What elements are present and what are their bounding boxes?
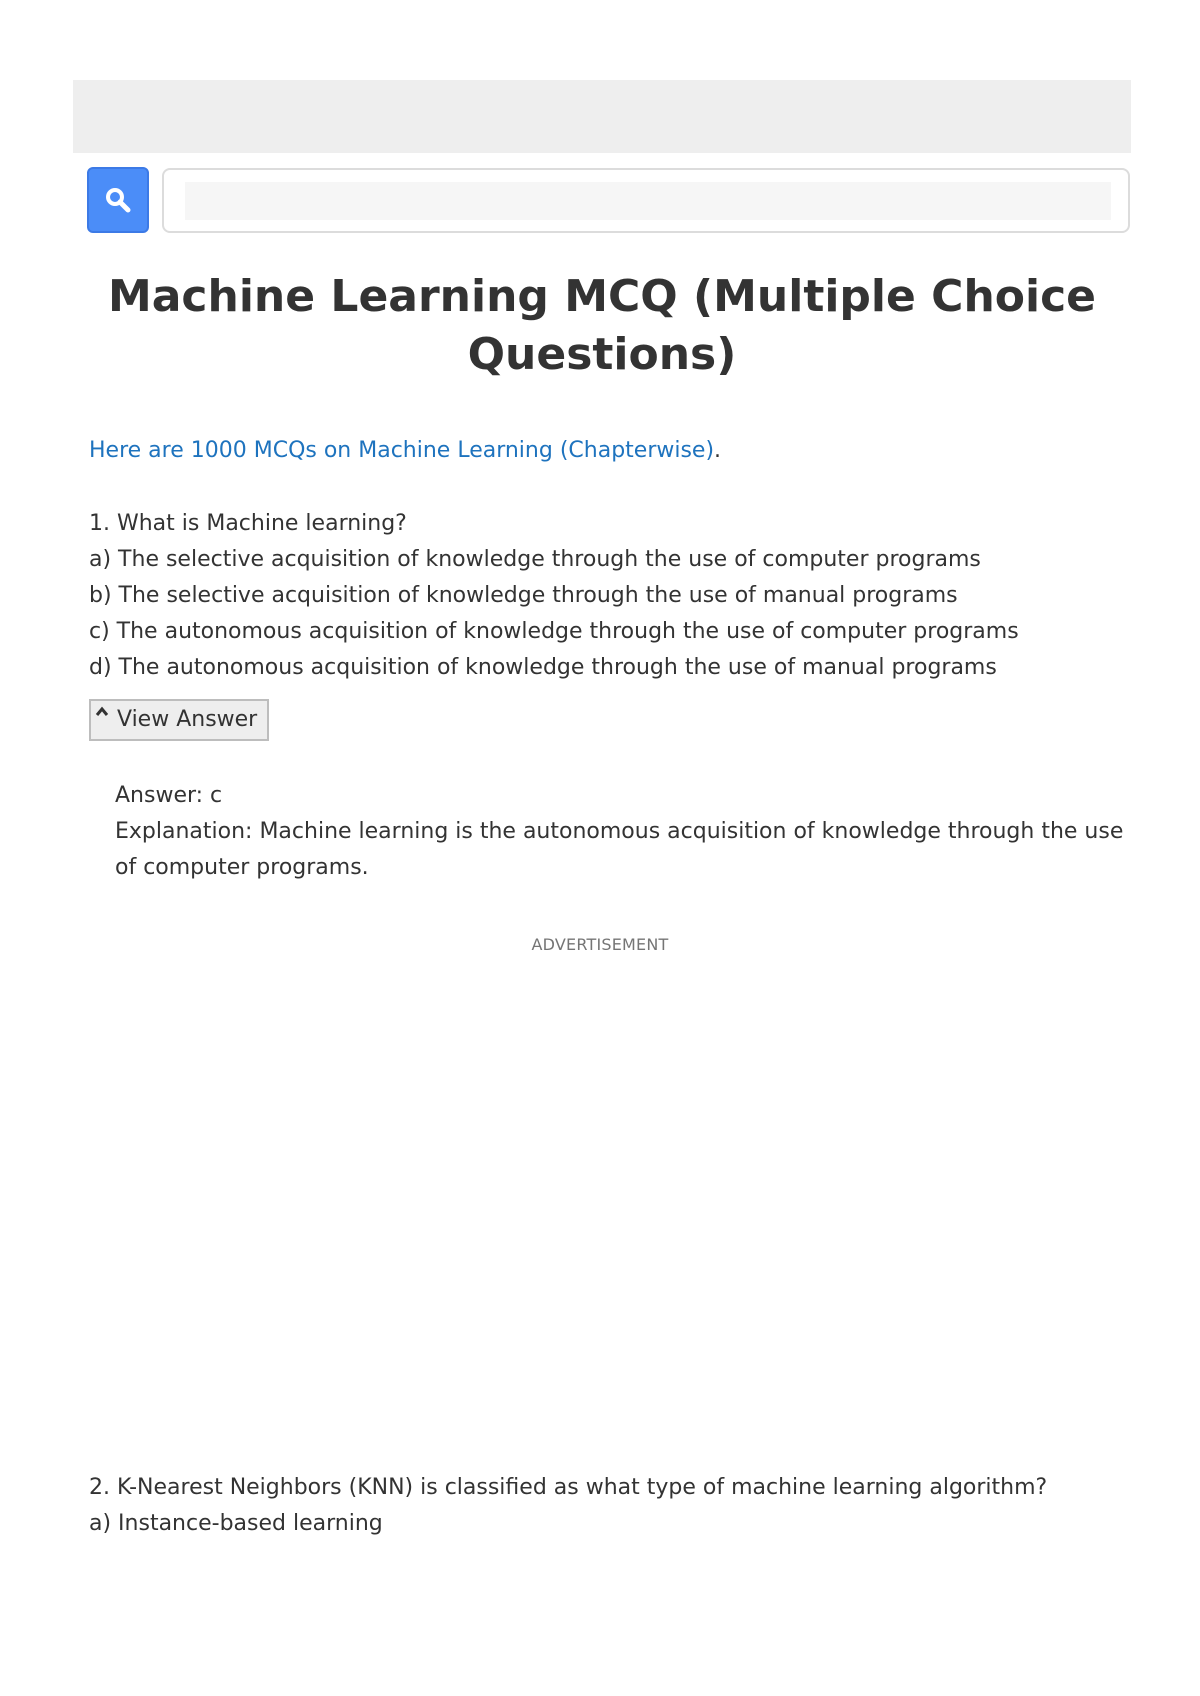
question-2: [89, 1470, 1139, 1542]
search-box: [162, 168, 1130, 233]
explanation-text: Explanation: Machine learning is the autonomous acquisition of knowledge through the use of computer programs.: [115, 819, 1124, 880]
intro-suffix: .: [714, 438, 722, 463]
answer-text: Answer: c: [115, 783, 223, 808]
search-input[interactable]: [185, 182, 1111, 220]
intro-paragraph: [89, 436, 721, 466]
answer-box: [115, 778, 1125, 886]
search-icon: [104, 186, 132, 214]
question-1: [89, 506, 1139, 686]
option-a: a) The selective acquisition of knowledge through the use of computer programs: [89, 547, 981, 572]
top-banner: [73, 80, 1131, 153]
search-button[interactable]: [87, 167, 149, 233]
question-text: 1. What is Machine learning?: [89, 511, 407, 536]
option-d: d) The autonomous acquisition of knowledge through the use of manual programs: [89, 655, 997, 680]
page-title: Machine Learning MCQ (Multiple Choice Questions): [107, 271, 1097, 380]
option-a: a) Instance-based learning: [89, 1511, 383, 1536]
view-answer-button[interactable]: [89, 699, 269, 741]
view-answer-label: View Answer: [117, 707, 258, 732]
caret-up-icon: [95, 706, 109, 718]
chapterwise-mcq-link[interactable]: Here are 1000 MCQs on Machine Learning (Chapterwise): [89, 438, 715, 463]
advertisement-label: ADVERTISEMENT: [531, 935, 669, 954]
question-text: 2. K-Nearest Neighbors (KNN) is classified as what type of machine learning algorithm?: [89, 1475, 1048, 1500]
option-b: b) The selective acquisition of knowledge through the use of manual programs: [89, 583, 958, 608]
option-c: c) The autonomous acquisition of knowledge through the use of computer programs: [89, 619, 1019, 644]
